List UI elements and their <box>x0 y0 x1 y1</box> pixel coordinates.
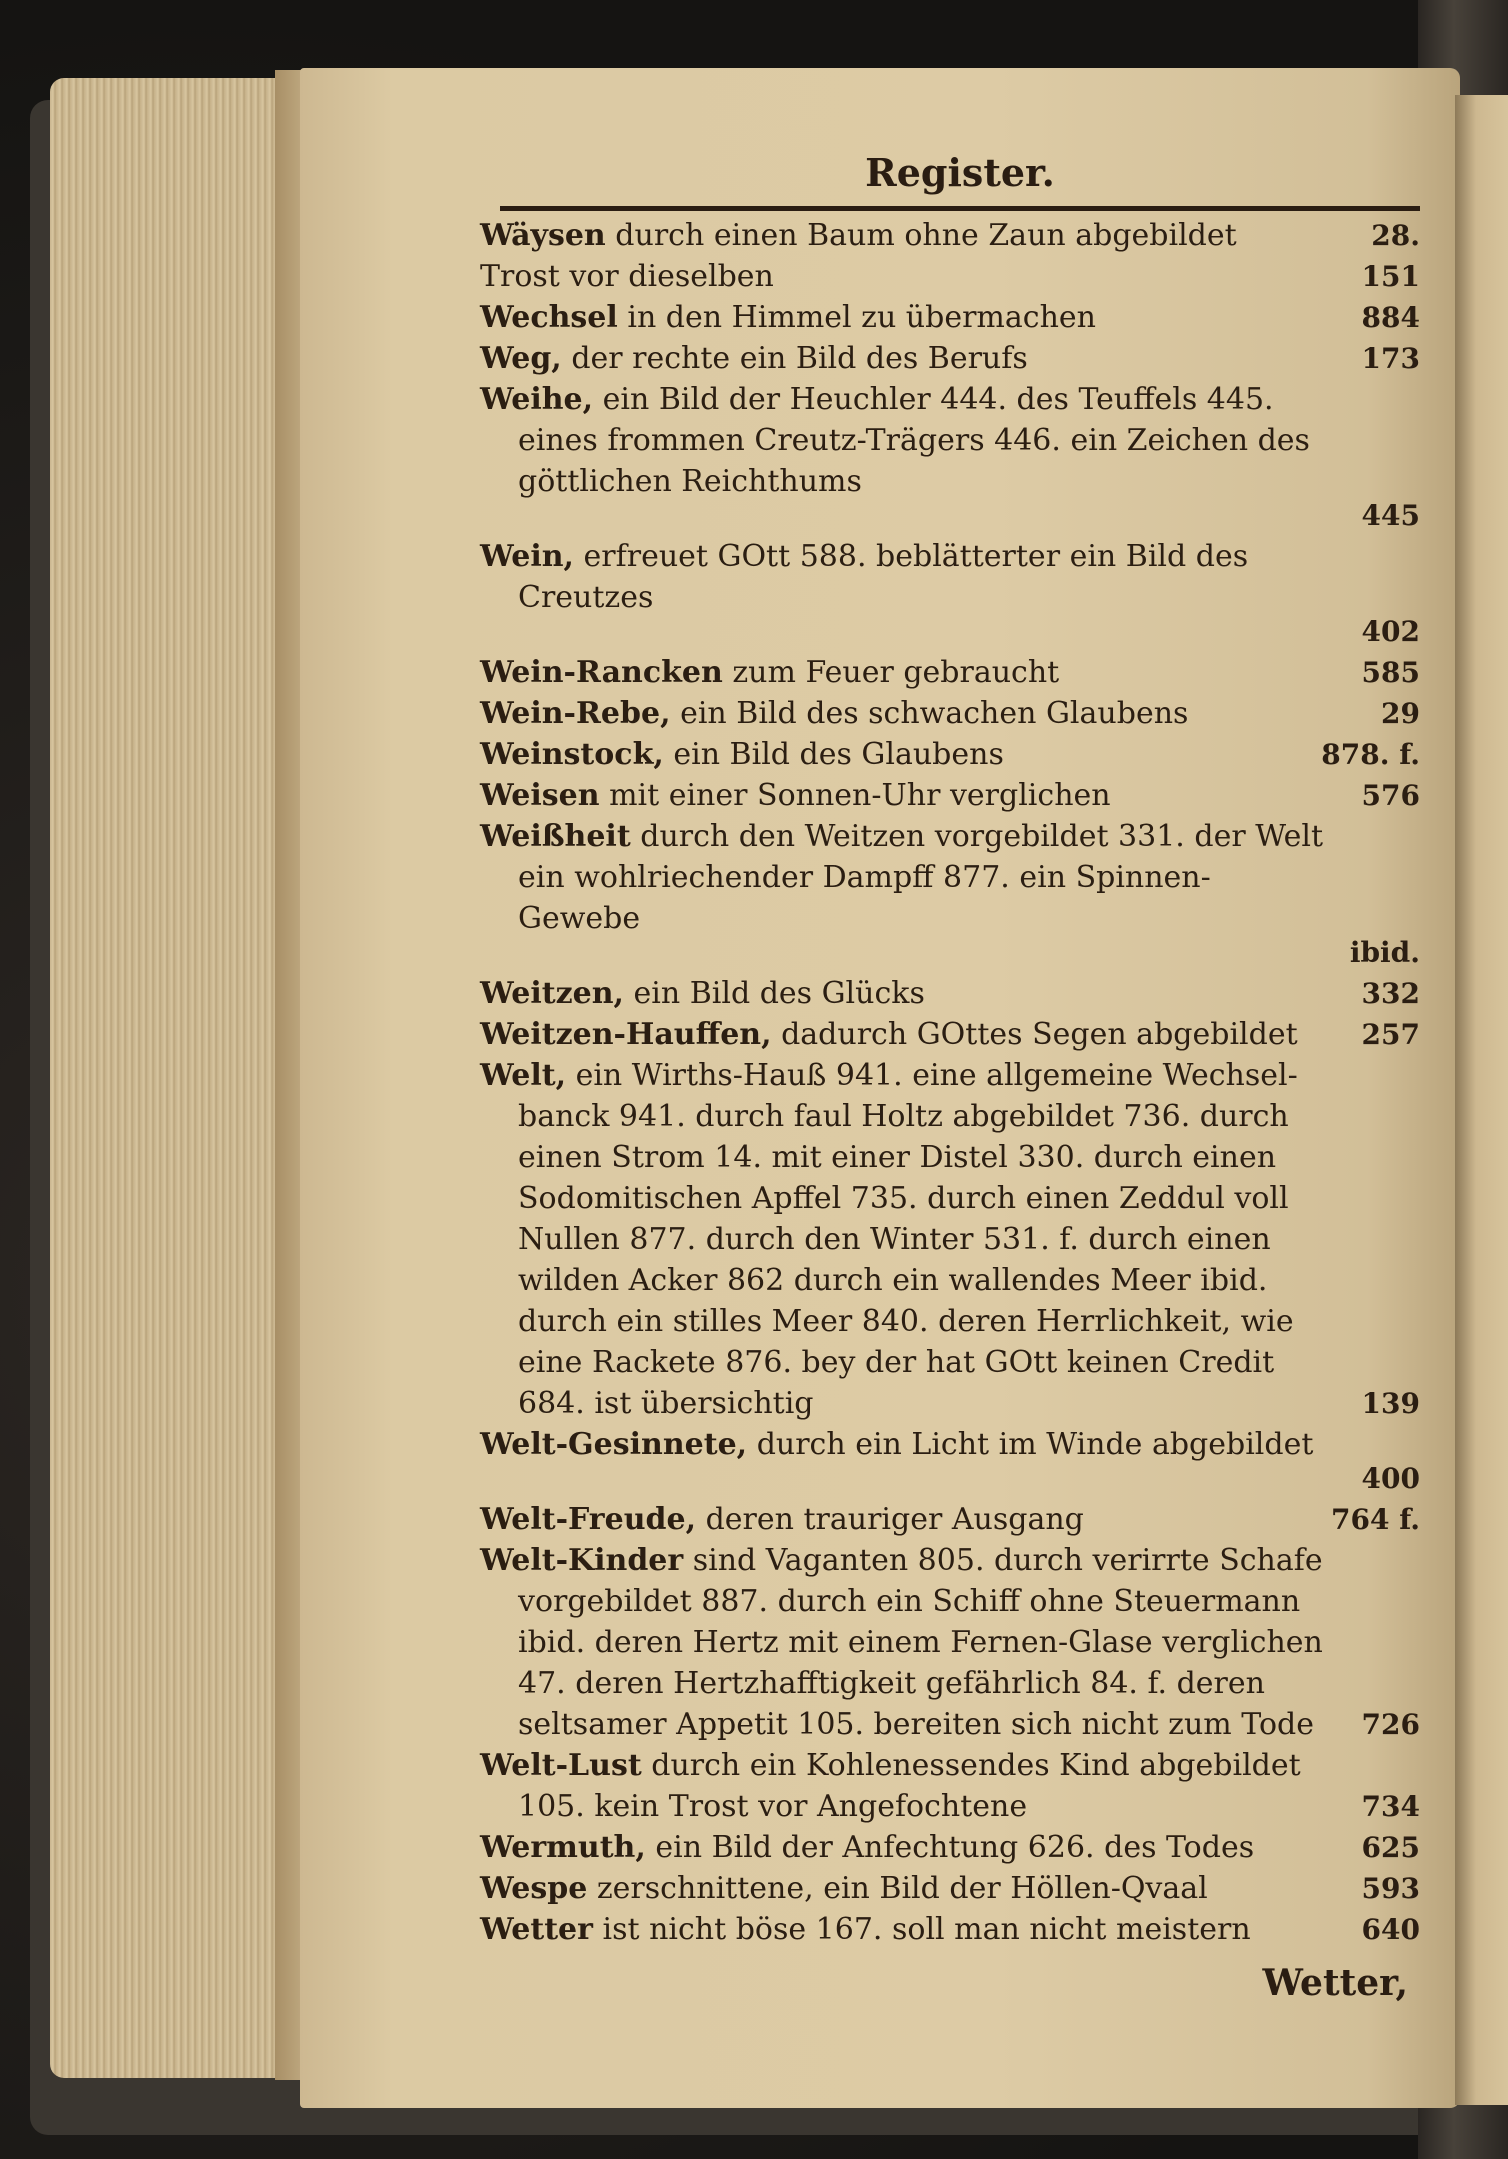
entry-headword: Weitzen, <box>480 976 624 1011</box>
entry-text: in den Himmel zu übermachen <box>627 300 1096 335</box>
index-entry <box>480 1424 1420 1495</box>
entry-headword: Welt-Kinder <box>480 1543 684 1578</box>
entry-page-ref: ibid. <box>1349 936 1420 969</box>
entry-text: ist nicht böse 167. soll man nicht meistern <box>602 1912 1251 1947</box>
entry-headword: Welt, <box>480 1058 567 1093</box>
index-entry <box>480 536 1420 648</box>
index-entry <box>480 734 1420 775</box>
index-entry <box>480 215 1420 256</box>
entry-page-ref: 734 <box>1361 1790 1420 1823</box>
entry-text: sind Vaganten 805. durch verirrte Schafe vorgebildet 887. durch ein Schiff ohne Steuermann ibid. deren Hertz mit einem Fernen-Glase verglichen 47. deren Hertzhafftigkeit gefährlich 84. f. deren seltsamer Appetit 105. bereiten sich nicht zum Tode <box>518 1543 1323 1742</box>
entry-page-ref: 640 <box>1361 1913 1420 1946</box>
entry-page-ref: 402 <box>1361 615 1420 648</box>
entry-headword: Weinstock, <box>480 737 664 772</box>
index-entry <box>480 1055 1420 1424</box>
entry-page-ref: 139 <box>1361 1387 1420 1420</box>
index-entry <box>480 652 1420 693</box>
entry-text: dadurch GOttes Segen abgebildet <box>781 1017 1298 1052</box>
entry-headword: Wäysen <box>480 218 606 253</box>
index-entry <box>480 775 1420 816</box>
entry-text: ein Bild des Glaubens <box>673 737 1004 772</box>
entry-page-ref: 28. <box>1371 219 1420 252</box>
catchword: Wetter, <box>1262 1962 1408 2004</box>
entry-page-ref: 625 <box>1361 1831 1420 1864</box>
entry-headword: Weihe, <box>480 382 594 417</box>
entry-text: zum Feuer gebraucht <box>732 655 1060 690</box>
entry-text: der rechte ein Bild des Berufs <box>571 341 1028 376</box>
entry-text: mit einer Sonnen-Uhr verglichen <box>609 778 1111 813</box>
entry-page-ref: 884 <box>1361 301 1420 334</box>
entry-text: durch ein Kohlenessendes Kind abgebildet 105. kein Trost vor Angefochtene <box>518 1748 1301 1824</box>
entry-text: ein Bild der Anfechtung 626. des Todes <box>655 1830 1255 1865</box>
entry-page-ref: 400 <box>1361 1462 1420 1495</box>
entry-headword: Wechsel <box>480 300 618 335</box>
entry-page-ref: 576 <box>1361 779 1420 812</box>
entry-headword: Welt-Gesinnete, <box>480 1427 748 1462</box>
index-entry <box>480 1014 1420 1055</box>
entry-headword: Weisen <box>480 778 600 813</box>
entry-text: durch einen Baum ohne Zaun abgebildet <box>615 218 1237 253</box>
index-entry <box>480 816 1420 969</box>
index-entry <box>480 1827 1420 1868</box>
entry-headword: Weitzen-Hauffen, <box>480 1017 772 1052</box>
entry-page-ref: 593 <box>1361 1872 1420 1905</box>
entry-page-ref: 764 f. <box>1331 1503 1420 1536</box>
entry-page-ref: 151 <box>1361 260 1420 293</box>
entry-text: erfreuet GOtt 588. beblätterter ein Bild des Creutzes <box>518 539 1249 615</box>
entry-headword: Wein, <box>480 539 574 574</box>
entry-page-ref: 726 <box>1361 1708 1420 1741</box>
index-entry <box>480 973 1420 1014</box>
index-entry <box>480 338 1420 379</box>
entry-headword: Wein-Rebe, <box>480 696 671 731</box>
index-entry <box>480 1540 1420 1745</box>
index-entry <box>480 1909 1420 1950</box>
entry-page-ref: 585 <box>1361 656 1420 689</box>
index-entry <box>480 297 1420 338</box>
entry-page-ref: 332 <box>1361 977 1420 1010</box>
index-entry <box>480 693 1420 734</box>
index-entry <box>480 1499 1420 1540</box>
entry-headword: Welt-Freude, <box>480 1502 697 1537</box>
entry-text: ein Bild des schwachen Glaubens <box>680 696 1189 731</box>
entry-headword: Wermuth, <box>480 1830 646 1865</box>
entry-text: Trost vor dieselben <box>480 259 774 294</box>
entry-page-ref: 878. f. <box>1321 738 1420 771</box>
entry-page-ref: 173 <box>1361 342 1420 375</box>
entry-headword: Welt-Lust <box>480 1748 642 1783</box>
entry-text: ein Wirths-Hauß 941. eine allgemeine Wechsel-banck 941. durch faul Holtz abgebildet 736. durch einen Strom 14. mit einer Distel 330. durch einen Sodomitischen Apffel 735. durch einen Zeddul voll Nullen 877. durch den Winter 531. f. durch einen wilden Acker 862 durch ein wallendes Meer ibid. durch ein stilles Meer 840. deren Herrlichkeit, wie eine Rackete 876. bey der hat GOtt keinen Credit 684. ist übersichtig <box>518 1058 1298 1421</box>
register-entries <box>480 215 1420 1950</box>
entry-headword: Weißheit <box>480 819 631 854</box>
entry-headword: Weg, <box>480 341 562 376</box>
index-entry <box>480 1868 1420 1909</box>
index-entry <box>480 256 1420 297</box>
entry-text: ein Bild des Glücks <box>633 976 925 1011</box>
entry-text: ein Bild der Heuchler 444. des Teuffels 445. eines frommen Creutz-Trägers 446. ein Zeichen des göttlichen Reichthums <box>518 382 1310 499</box>
entry-text: deren trauriger Ausgang <box>705 1502 1084 1537</box>
entry-page-ref: 445 <box>1361 499 1420 532</box>
page-header <box>500 150 1420 220</box>
entry-headword: Wein-Rancken <box>480 655 723 690</box>
index-entry <box>480 1745 1420 1827</box>
entry-headword: Wetter <box>480 1912 593 1947</box>
entry-text: durch den Weitzen vorgebildet 331. der Welt ein wohlriechender Dampff 877. ein Spinnen-Gewebe <box>518 819 1323 936</box>
facing-page-edge <box>1455 95 1508 2105</box>
entry-headword: Wespe <box>480 1871 588 1906</box>
running-head: Register. <box>865 150 1055 195</box>
entry-text: durch ein Licht im Winde abgebildet <box>756 1427 1314 1462</box>
entry-text: zerschnittene, ein Bild der Höllen-Qvaal <box>596 1871 1208 1906</box>
header-rule <box>500 206 1420 211</box>
entry-page-ref: 257 <box>1361 1018 1420 1051</box>
index-entry <box>480 379 1420 532</box>
entry-page-ref: 29 <box>1381 697 1420 730</box>
